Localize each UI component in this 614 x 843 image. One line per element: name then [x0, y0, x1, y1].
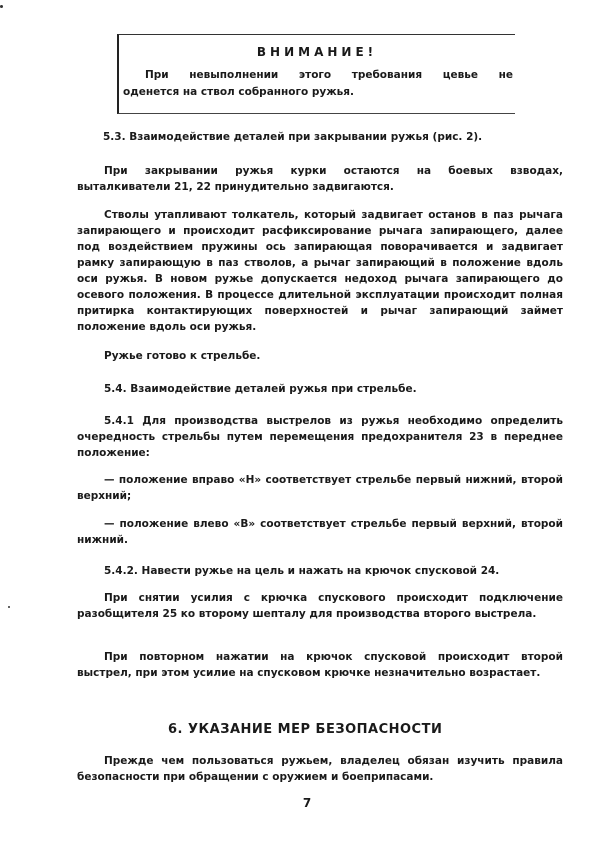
warning-text	[123, 67, 513, 101]
warning-line-1: При невыполнении этого требования цевье не	[145, 69, 513, 81]
release-paragraph: При снятии усилия с крючка спускового происходит подключение разобщителя 25 ко второму шепталу для производства второго выстрела.	[77, 592, 563, 620]
warning-box	[117, 34, 515, 114]
position-right-item: — положение вправо «Н» соответствует стрельбе первый нижний, второй верхний;	[77, 474, 563, 502]
scan-speck	[8, 606, 10, 608]
section-6-heading: 6. УКАЗАНИЕ МЕР БЕЗОПАСНОСТИ	[168, 722, 443, 737]
warning-line-2: оденется на ствол собранного ружья.	[123, 86, 355, 98]
s53-paragraph-2: Стволы утапливают толкатель, который задвигает останов в паз рычага запирающего и происходит расфиксирование рычага запирающего, далее под воздействием пружины ось запирающая поворачивается и задвигает рамку запирающую в паз стволов, а рычаг запирающий в положение вдоль оси ружья. В новом ружье допускается недоход рычага запирающего до осевого положения. В процессе длительной эксплуатации происходит полная притирка контактирующих поверхностей и рычаг запирающий займет положение вдоль оси ружья.	[77, 209, 563, 333]
position-left-item: — положение влево «В» соответствует стрельбе первый верхний, второй нижний.	[77, 518, 563, 546]
repeat-paragraph: При повторном нажатии на крючок спусковой происходит второй выстрел, при этом усилие на спусковом крючке незначительно возрастает.	[77, 651, 563, 679]
warning-title: ВНИМАНИЕ!	[256, 45, 378, 59]
section-5-3-heading: 5.3. Взаимодействие деталей при закрывании ружья (рис. 2).	[103, 131, 483, 143]
s53-paragraph-1: При закрывании ружья курки остаются на боевых взводах, выталкиватели 21, 22 принудительно задвигаются.	[77, 165, 563, 193]
section-5-4-heading: 5.4. Взаимодействие деталей ружья при стрельбе.	[104, 383, 417, 395]
section-6-paragraph: Прежде чем пользоваться ружьем, владелец обязан изучить правила безопасности при обращении с оружием и боеприпасами.	[77, 755, 563, 783]
s542-paragraph: 5.4.2. Навести ружье на цель и нажать на крючок спусковой 24.	[104, 565, 500, 577]
s541-paragraph: 5.4.1 Для производства выстрелов из ружья необходимо определить очередность стрельбы путем перемещения предохранителя 23 в переднее положение:	[77, 415, 563, 459]
page-number: 7	[302, 796, 312, 810]
ready-to-fire-text: Ружье готово к стрельбе.	[104, 350, 261, 362]
scan-speck	[0, 5, 3, 8]
